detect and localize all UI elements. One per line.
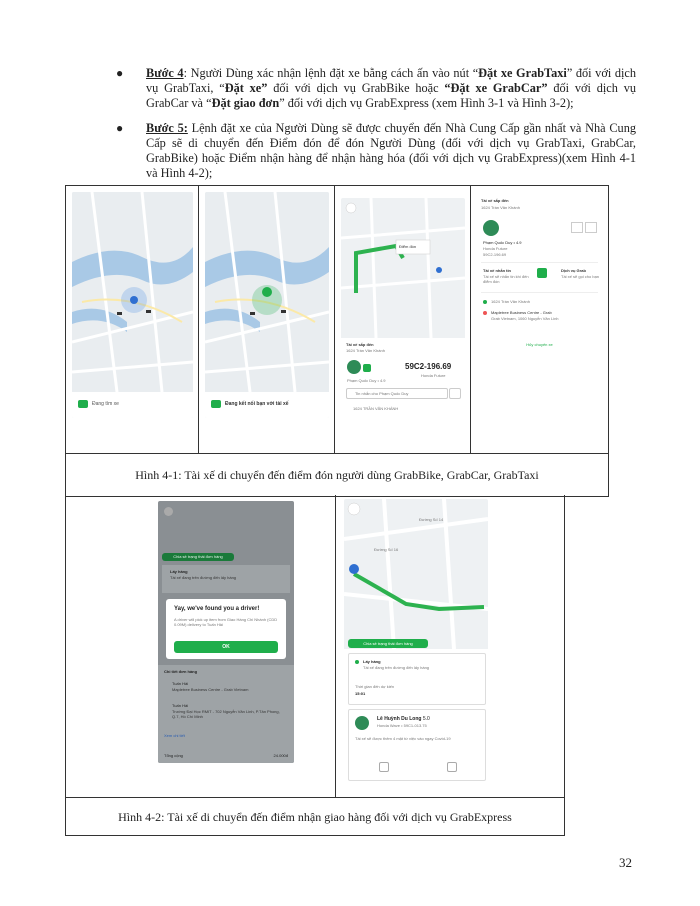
eta-value: 15:01 (355, 691, 366, 696)
street-label: Đường Số 14 (419, 517, 444, 522)
bike-icon (363, 364, 371, 372)
screenshot-driver-details-cell (471, 186, 608, 453)
share-status-button[interactable]: Chia sẻ trạng thái đơn hàng (162, 553, 234, 561)
screenshot-connecting (205, 192, 329, 418)
driver-card (348, 709, 486, 781)
step-label: Bước 5: (146, 121, 188, 135)
stop-destination-sub: Grab Vietnam, 1060 Nguyễn Văn Linh (491, 316, 559, 321)
text-run: đối với dịch vụ GrabCar và “ (146, 81, 637, 110)
header: Tài xế sắp đến (481, 198, 509, 203)
stop-origin: 1624 Trần Văn Khánh (491, 299, 530, 304)
chevron-down-icon[interactable] (164, 507, 173, 516)
text-run: ” đối với dịch vụ GrabTaxi, “ (146, 66, 636, 95)
screenshot-found-driver-cell (66, 495, 336, 797)
map-view (205, 192, 329, 392)
vehicle-name: Honda Future (421, 373, 446, 378)
screenshot-driver-coming (341, 198, 465, 430)
eta-label: Thời gian đến dự kiến (355, 684, 395, 689)
status-text: Đang tìm xe (92, 401, 119, 407)
text-run-bold: Đặt giao đơn (211, 96, 280, 110)
status-text: Đang kết nối bạn với tài xế (225, 401, 289, 407)
driver-avatar (355, 716, 369, 730)
stop-destination: Mapletree Business Centre - Grab (491, 310, 552, 315)
page-number: 32 (619, 855, 632, 870)
modal-text: A driver will pick up item from Giao Hàng Chi Nhánh (CDD 0.09M) delivery to Tuấn Hải (174, 617, 278, 627)
phone-icon[interactable] (585, 222, 597, 233)
screenshot-searching-cell (66, 186, 199, 453)
to-label: Tuấn Hải (172, 703, 189, 708)
screenshot-searching (72, 192, 193, 418)
option-title: Tài xế nhắn tin (483, 268, 512, 273)
share-status-button[interactable]: Chia sẻ trạng thái đơn hàng (348, 639, 428, 648)
driver-note: Tài xế sẽ được thêm 4 mặt từ việc vào ngay Covid-19 (355, 736, 451, 741)
ok-button[interactable]: OK (174, 641, 278, 653)
text-run-bold: “Đặt xe GrabCar” (444, 81, 548, 95)
map-view (344, 499, 488, 649)
step-label: Bước 4 (146, 66, 184, 80)
status-card (162, 565, 290, 593)
chat-icon[interactable] (571, 222, 583, 233)
total-value: 24.000đ (273, 753, 288, 758)
origin-dot (483, 300, 487, 304)
vehicle: Honda Wave • 59C1-013.75 (377, 723, 427, 728)
driver-panel (341, 338, 465, 430)
text-run: Lệnh đặt xe của Người Dùng sẽ được chuyển đến Nhà Cung Cấp gần nhất và Nhà Cung Cấp sẽ di chuyển đến Điểm đón để đón Người Dùng (đối với dịch vụ GrabTaxi, GrabCar, GrabBike) hoặc Điểm nhận hàng để nhận hàng hóa (đối với dịch vụ GrabExpress)(xem Hình 4-1 và Hình 4-2); (146, 121, 637, 180)
chat-input[interactable] (346, 388, 448, 399)
figure-4-1-table (65, 185, 609, 497)
phone-icon[interactable] (379, 762, 389, 772)
option-icon (537, 268, 547, 278)
bike-icon (78, 400, 88, 408)
text-run: đối với dịch vụ GrabBike hoặc (267, 81, 445, 95)
bullet-step-4 (116, 66, 636, 111)
screenshot-found-driver (158, 501, 294, 763)
total-label: Tổng cộng (164, 753, 183, 758)
map-view (341, 198, 465, 338)
stop-address: 1624 TRẦN VĂN KHÁNH (353, 406, 399, 411)
bike-icon (211, 400, 221, 408)
cancel-ride-link[interactable]: Hủy chuyến xe (526, 342, 553, 347)
chat-icon[interactable] (447, 762, 457, 772)
text-run-bold: Đặt xe” (224, 81, 268, 95)
driver-name: Phạm Quốc Duy • 4.9 (483, 240, 522, 245)
bullet-list (116, 66, 636, 191)
driver-avatar (483, 220, 499, 236)
option-text: Tài xế sẽ nhắn tin khi đến điểm đón (483, 274, 529, 284)
screenshot-driver-coming-cell (335, 186, 471, 453)
status-panel (72, 392, 193, 418)
text-run-bold: Đặt xe GrabTaxi (478, 66, 567, 80)
driver-name: Lê Huỳnh Du Long 5.0 (377, 716, 430, 722)
from-label: Tuấn Hải (172, 681, 189, 686)
plate: 59C2-196.69 (483, 252, 507, 257)
details-title: Chi tiết đơn hàng (164, 669, 198, 674)
destination-dot (483, 311, 487, 315)
bullet-dot: ● (116, 121, 124, 135)
plate-number: 59C2-196.69 (405, 362, 452, 371)
to-addr: Trường Đại Học RMIT - 702 Nguyễn Văn Linh, P.Tân Phong, Q.7, Hồ Chí Minh (172, 709, 280, 719)
status-title: Lấy hàng (363, 659, 381, 664)
vehicle: Honda Future (483, 246, 508, 251)
screenshot-express-tracking (344, 499, 488, 787)
order-details (158, 665, 294, 763)
bullet-step-5 (116, 121, 636, 181)
pickup-label: Điểm đón (399, 244, 417, 249)
driver-name: Phạm Quốc Duy • 4.9 (347, 378, 386, 383)
option-title: Dịch vụ Grab (561, 268, 586, 273)
sub-addr: 1624 Trần Văn Khánh (346, 348, 385, 353)
text-run: ” đối với dịch vụ GrabExpress (xem Hình 3-1 và Hình 3-2); (279, 96, 574, 110)
header-addr: 1624 Trần Văn Khánh (481, 205, 520, 210)
figure-4-2-table (65, 495, 565, 836)
phone-icon[interactable] (449, 388, 461, 399)
chat-placeholder: Tin nhắn cho Phạm Quốc Duy (355, 391, 409, 396)
found-driver-modal (166, 599, 286, 659)
figure-4-2-caption: Hình 4-2: Tài xế di chuyển đến điểm nhận giao hàng đối với dịch vụ GrabExpress (66, 797, 564, 836)
sub-label: Tài xế sắp đến (346, 342, 374, 347)
text-run: : Người Dùng xác nhận lệnh đặt xe bằng cách ấn vào nút “ (183, 66, 479, 80)
screenshot-connecting-cell (199, 186, 335, 453)
map-view (72, 192, 193, 392)
status-sub: Tài xế đang trên đường đến lấy hàng (363, 665, 430, 670)
screenshot-driver-details (475, 192, 604, 372)
status-title: Lấy hàng (170, 569, 188, 574)
street-label: Đường Số 16 (374, 547, 399, 552)
modal-title: Yay, we've found you a driver! (174, 606, 260, 612)
status-sub: Tài xế đang trên đường đến lấy hàng (170, 575, 237, 580)
bullet-dot: ● (116, 66, 124, 80)
figure-4-1-caption: Hình 4-1: Tài xế di chuyển đến điểm đón người dùng GrabBike, GrabCar, GrabTaxi (66, 453, 608, 497)
driver-avatar (347, 360, 361, 374)
details-link[interactable]: Xem chi tiết (164, 733, 185, 738)
status-panel (205, 392, 329, 418)
status-card (348, 653, 486, 705)
screenshot-express-tracking-cell (336, 495, 564, 797)
option-text: Tài xế sẽ gọi cho bạn (561, 274, 600, 279)
from-addr: Mapletree Business Centre - Grab Vietnam (172, 687, 249, 692)
